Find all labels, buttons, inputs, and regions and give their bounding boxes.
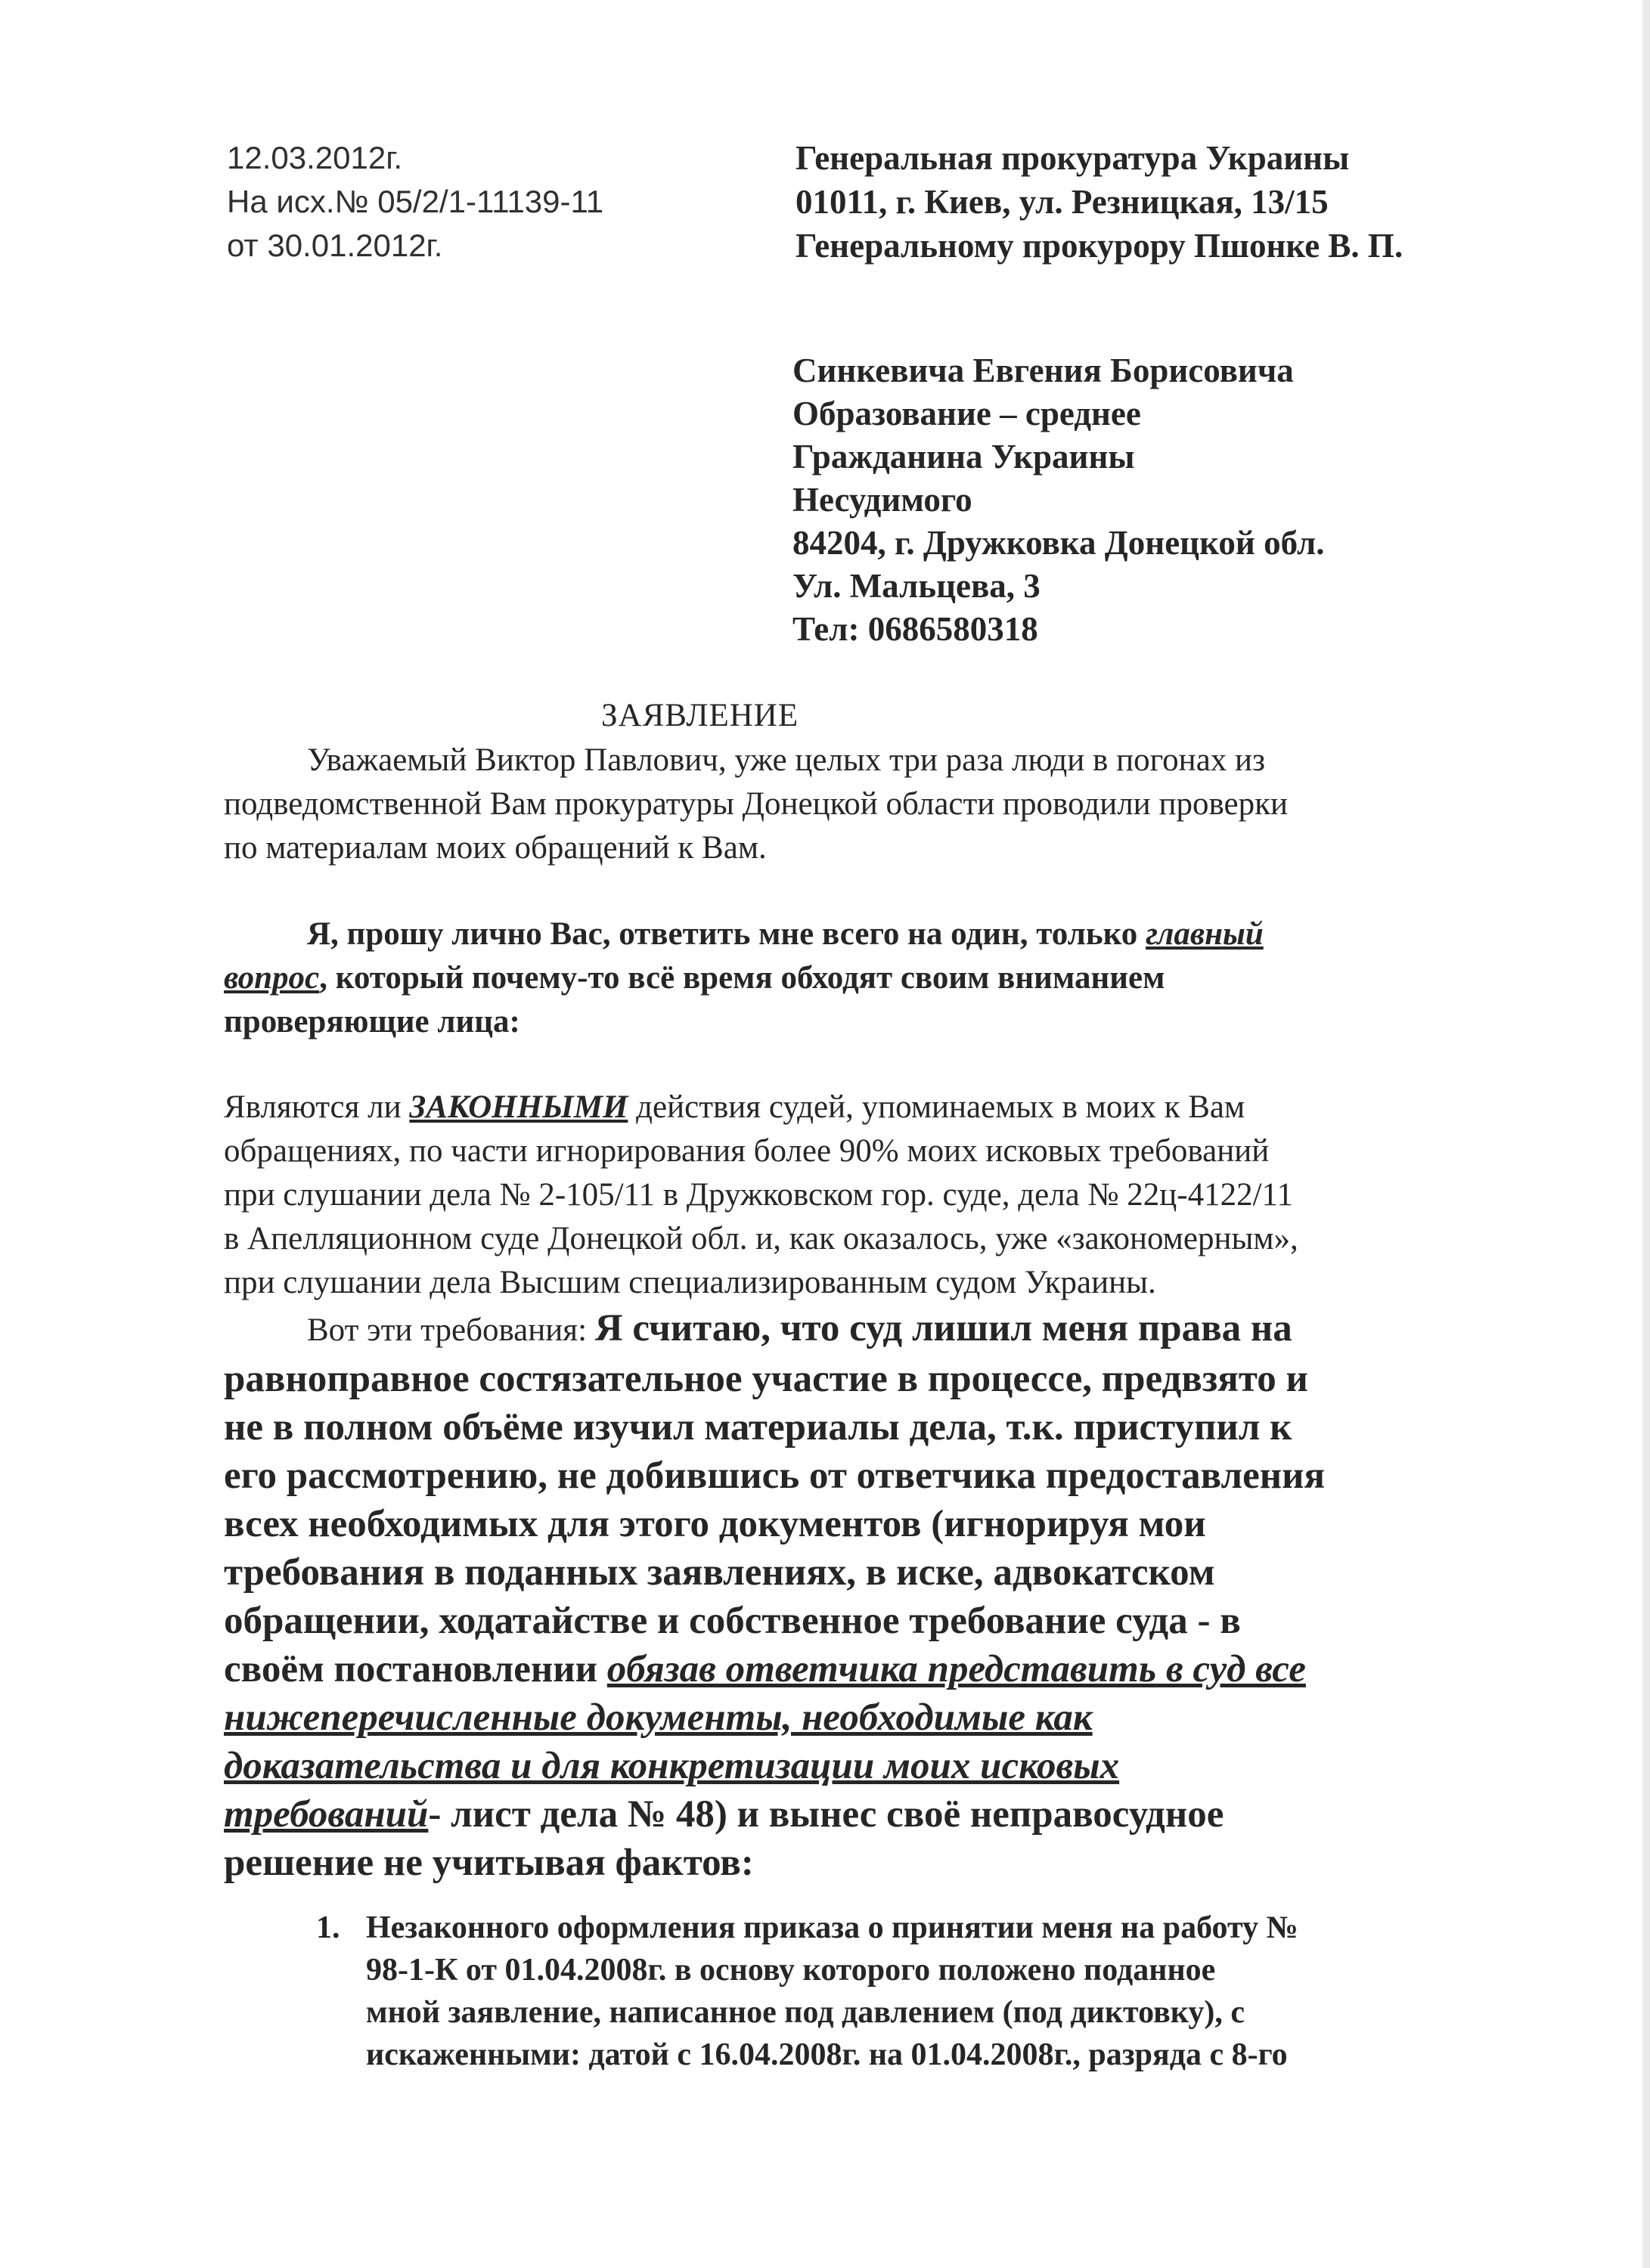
paragraph-line: при слушании дела № 2-105/11 в Дружковском гор. суде, дела № 22ц-4122/11: [224, 1177, 1293, 1213]
letter-date: 12.03.2012г.: [227, 140, 403, 175]
paragraph-intro: [224, 739, 1479, 870]
paragraph-line: [224, 1790, 1479, 1839]
paragraph-line: в Апелляционном суде Донецкой обл. и, как оказалось, уже «закономерным»,: [224, 1221, 1298, 1256]
paragraph-line: требования в поданных заявлениях, в иске, адвокатском: [224, 1551, 1215, 1594]
paragraph-line: обращении, ходатайстве и собственное требование суда - в: [224, 1600, 1241, 1642]
paragraph-line: при слушании дела Высшим специализированным судом Украины.: [224, 1265, 1156, 1300]
list-line: мной заявление, написанное под давлением (под диктовку), с: [366, 1995, 1245, 2030]
paragraph-request: [224, 912, 1479, 1044]
paragraph-line: решение не учитывая фактов:: [224, 1842, 754, 1884]
paragraph-line: равноправное состязательное участие в процессе, предвзято и: [224, 1358, 1308, 1400]
text-span: , который почему-то всё время обходят своим вниманием: [319, 960, 1165, 996]
sender-address-street: Ул. Мальцева, 3: [792, 567, 1041, 605]
emphasis-text: обязав ответчика представить в суд все: [606, 1648, 1306, 1690]
paragraph-line: всех необходимых для этого документов (игнорируя мои: [224, 1503, 1206, 1545]
text-span: Я считаю, что суд лишил меня права на: [594, 1307, 1292, 1349]
emphasis-text: требований: [224, 1793, 429, 1836]
sender-phone: Тел: 0686580318: [792, 610, 1038, 648]
paragraph-line: Уважаемый Виктор Павлович, уже целых три раза люди в погонах из: [307, 742, 1266, 778]
paragraph-line: подведомственной Вам прокуратуры Донецкой области проводили проверки: [224, 786, 1288, 822]
list-number: 1.: [316, 1910, 340, 1945]
list-line: Незаконного оформления приказа о принятии меня на работу №: [366, 1910, 1298, 1945]
reference-block: [227, 136, 603, 268]
sender-citizenship: Гражданина Украины: [792, 438, 1135, 476]
reference-number: На исх.№ 05/2/1-11139-11: [227, 184, 604, 219]
list-line: искаженными: датой с 16.04.2008г. на 01.04.2008г., разряда с 8-го: [366, 2037, 1288, 2072]
paragraph-line: нижеперечисленные документы, необходимые как: [224, 1696, 1093, 1739]
paragraph-line: [224, 956, 1479, 1000]
text-span: Вот эти требования:: [307, 1312, 595, 1348]
paragraph-requirements: [224, 1304, 1479, 1887]
emphasis-text: вопрос: [224, 960, 320, 996]
paragraph-line: по материалам моих обращений к Вам.: [224, 830, 767, 866]
paragraph-line: [224, 1645, 1479, 1693]
paragraph-line: [224, 912, 1479, 956]
paragraph-line: обращениях, по части игнорирования более 90% моих исковых требований: [224, 1133, 1270, 1169]
sender-education: Образование – среднее: [792, 395, 1141, 432]
emphasis-text: ЗАКОННЫМИ: [409, 1089, 628, 1125]
sender-address-city: 84204, г. Дружковка Донецкой обл.: [792, 524, 1325, 562]
sender-name: Синкевича Евгения Борисовича: [792, 352, 1294, 389]
paragraph-line: [224, 1304, 1479, 1355]
recipient-person: Генеральному прокурору Пшонке В. П.: [796, 227, 1403, 265]
paragraph-line: доказательства и для конкретизации моих исковых: [224, 1745, 1120, 1787]
recipient-block: [796, 136, 1403, 268]
paragraph-line: проверяющие лица:: [224, 1004, 520, 1040]
recipient-address: 01011, г. Киев, ул. Резницкая, 13/15: [796, 183, 1329, 221]
text-span: своём постановлении: [224, 1648, 607, 1690]
paragraph-line: [224, 1086, 1479, 1129]
text-span: действия судей, упоминаемых в моих к Вам: [628, 1089, 1245, 1125]
list-item-body: [366, 1907, 1298, 2076]
scan-page-edge: [1642, 0, 1650, 2268]
paragraph-line: не в полном объёме изучил материалы дела, т.к. приступил к: [224, 1406, 1292, 1448]
sender-block: [792, 349, 1324, 651]
list-line: 98-1-К от 01.04.2008г. в основу которого положено поданное: [366, 1953, 1216, 1988]
document-title: ЗАЯВЛЕНИЕ: [601, 698, 799, 733]
sender-record: Несудимого: [792, 481, 972, 519]
reference-date: от 30.01.2012г.: [227, 228, 443, 263]
emphasis-text: главный: [1146, 916, 1264, 952]
recipient-org: Генеральная прокуратура Украины: [796, 139, 1350, 177]
paragraph-question: [224, 1086, 1479, 1305]
text-span: - лист дела № 48) и вынес своё неправосудное: [428, 1793, 1224, 1836]
paragraph-line: его рассмотрению, не добившись от ответчика предоставления: [224, 1455, 1326, 1497]
text-span: Являются ли: [224, 1089, 410, 1125]
text-span: Я, прошу лично Вас, ответить мне всего на один, только: [307, 916, 1146, 952]
